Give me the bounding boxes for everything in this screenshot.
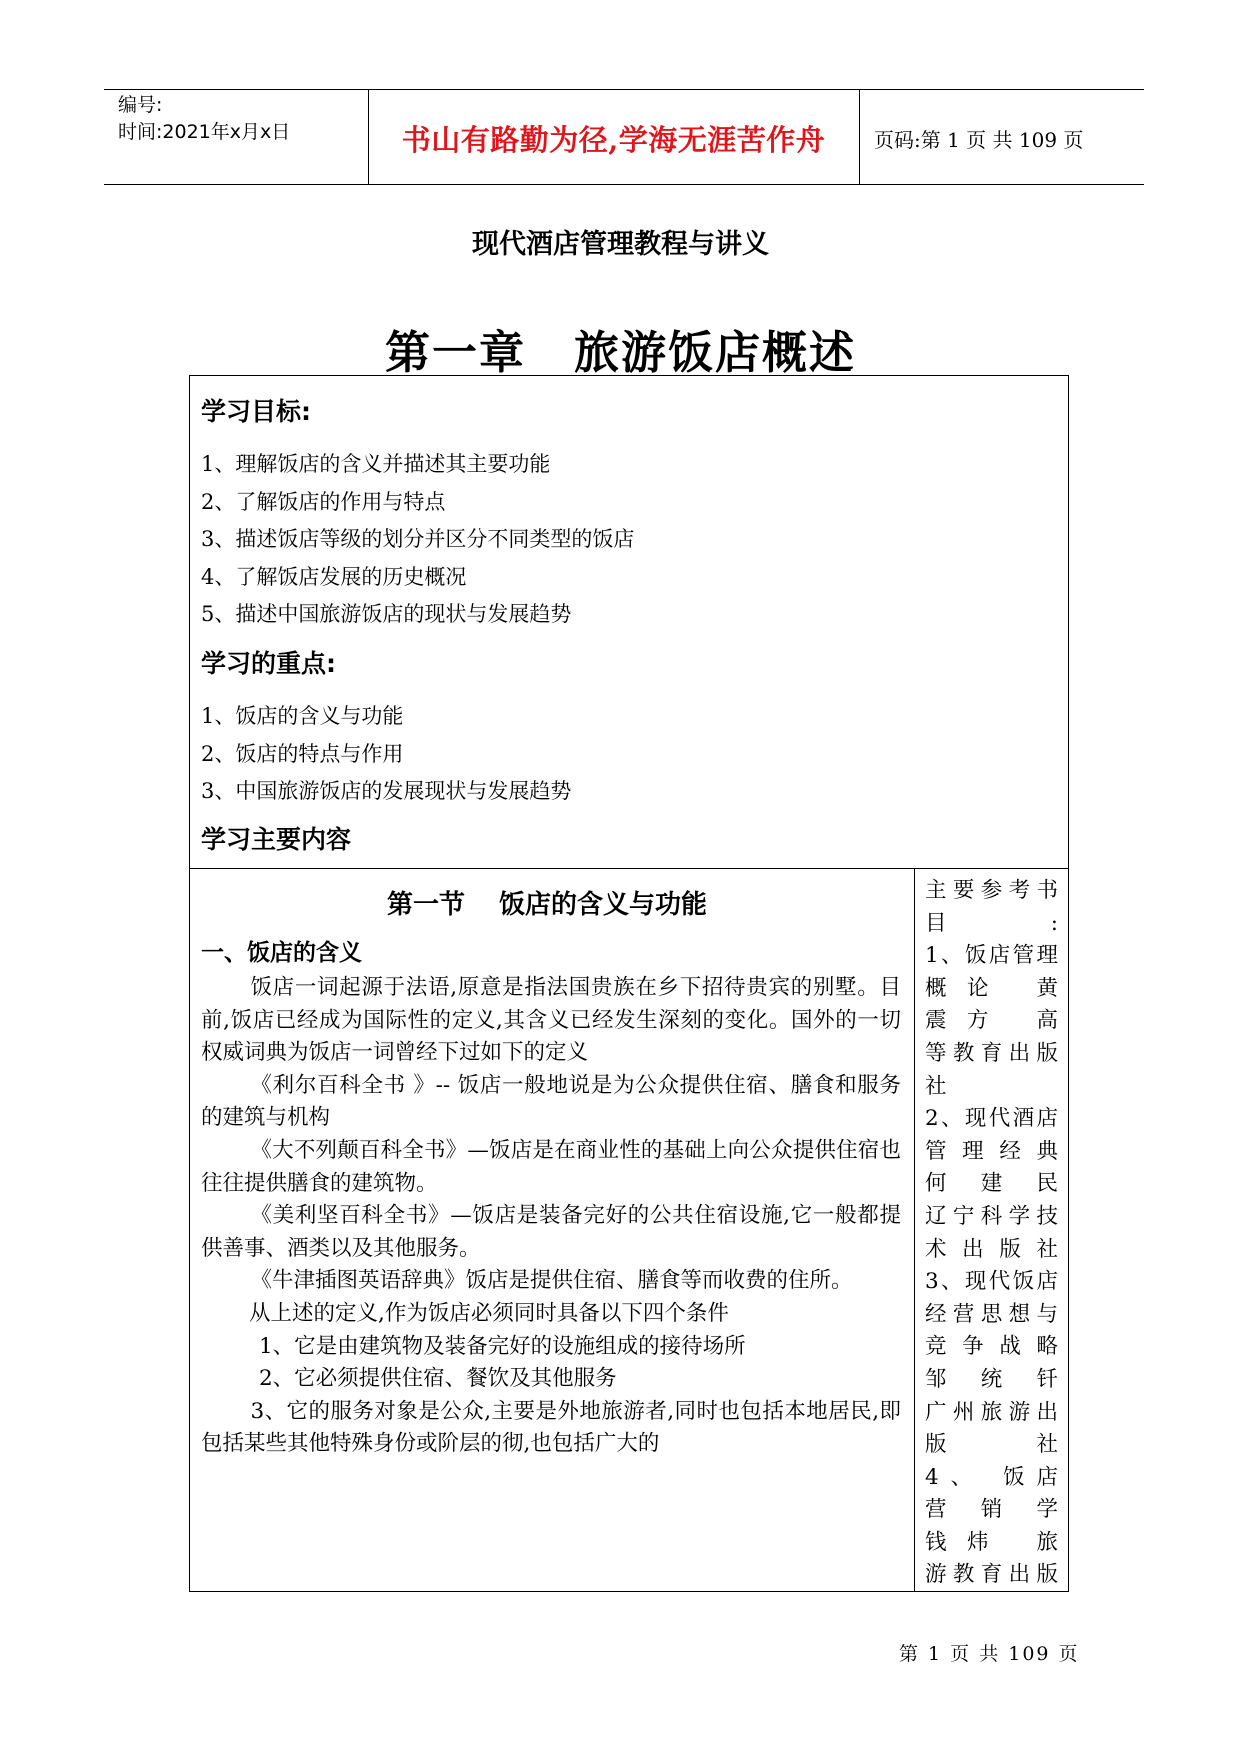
objective-item: 3、描述饭店等级的划分并区分不同类型的饭店: [201, 527, 635, 551]
reference-line: 震方 高: [925, 1008, 1058, 1034]
keypoints-heading: 学习的重点:: [201, 649, 336, 678]
reference-line: 术出版社: [925, 1236, 1058, 1262]
header-meta: [118, 92, 290, 146]
paragraph: 饭店一词起源于法语,原意是指法国贵族在乡下招待贵宾的别墅。目前,饭店已经成为国际性的定义,其含义已经发生深刻的变化。国外的一切权威词典为饭店一词曾经下过如下的定义: [201, 975, 901, 1066]
reference-line: 1、饭店管理: [925, 943, 1058, 969]
reference-line: 社: [925, 1073, 947, 1099]
section-name: 饭店的含义与功能: [499, 890, 708, 920]
keypoint-item: 1、饭店的含义与功能: [201, 704, 404, 728]
condition-item: 3、它的服务对象是公众,主要是外地旅游者,同时也包括本地居民,即包括某些其他特殊身份或阶层的彻,也包括广大的: [201, 1398, 901, 1457]
keypoint-item: 3、中国旅游饭店的发展现状与发展趋势: [201, 779, 572, 803]
condition-item: 2、它必须提供住宿、餐饮及其他服务: [259, 1366, 617, 1392]
header-page-number: 页码:第 1 页 共 109 页: [874, 128, 1084, 152]
paragraph: 《大不列颠百科全书》—饭店是在商业性的基础上向公众提供住宿也往往提供膳食的建筑物。: [201, 1137, 901, 1196]
column-divider: [914, 868, 915, 1591]
references-column: [925, 875, 1058, 1592]
reference-line: 游教育出版: [925, 1562, 1058, 1588]
paragraph: 《美利坚百科全书》—饭店是装备完好的公共住宿设施,它一般都提供善事、酒类以及其他服务。: [201, 1203, 901, 1261]
reference-line: 管 理 经 典: [925, 1138, 1058, 1164]
section-number: 第一节: [386, 890, 465, 920]
reference-line: 等教育出版: [925, 1040, 1058, 1066]
reference-line: 主要参考书: [925, 878, 1058, 903]
reference-line: 2、现代酒店: [925, 1106, 1058, 1132]
reference-line: 何 建 民: [925, 1171, 1058, 1197]
chapter-title: [0, 316, 1241, 381]
header-divider: [859, 90, 860, 184]
reference-line: 广州旅游出: [925, 1399, 1058, 1425]
objective-item: 4、了解饭店发展的历史概况: [201, 565, 467, 589]
reference-line: 营销学: [925, 1497, 1058, 1523]
time-label: 时间:2021年x月x日: [118, 121, 291, 143]
serial-label: 编号:: [118, 94, 163, 116]
conditions-intro: 从上述的定义,作为饭店必须同时具备以下四个条件: [249, 1300, 729, 1326]
subheading: 一、饭店的含义: [201, 940, 362, 966]
reference-line: 版社: [925, 1432, 1058, 1458]
objectives-heading: 学习目标:: [201, 397, 311, 426]
main-text-column: [201, 884, 901, 1461]
reference-line: 经营思想与: [925, 1301, 1058, 1327]
box-divider: [190, 868, 1068, 869]
reference-line: 邹统钎: [925, 1366, 1058, 1392]
reference-line: 3、现代饭店: [925, 1269, 1058, 1295]
document-title: 现代酒店管理教程与讲义: [472, 229, 769, 260]
condition-item: 1、它是由建筑物及装备完好的设施组成的接待场所: [259, 1333, 746, 1359]
reference-line: 4、 饭店: [925, 1464, 1058, 1490]
paragraph: 《牛津插图英语辞典》饭店是提供住宿、膳食等而收费的住所。: [250, 1268, 853, 1294]
reference-line: 概论 黄: [925, 975, 1058, 1001]
section-title: [193, 884, 901, 934]
reference-line: 钱炜 旅: [925, 1529, 1058, 1555]
paragraph: 《利尔百科全书 》-- 饭店一般地说是为公众提供住宿、膳食和服务的建筑与机构: [201, 1072, 901, 1131]
reference-line: 辽宁科学技: [925, 1203, 1058, 1229]
objective-item: 1、理解饭店的含义并描述其主要功能: [201, 452, 551, 476]
reference-line: 目:: [925, 910, 1058, 936]
content-box: [189, 375, 1069, 1592]
header-bar: [104, 89, 1144, 185]
objective-item: 5、描述中国旅游饭店的现状与发展趋势: [201, 602, 572, 626]
objective-item: 2、了解饭店的作用与特点: [201, 490, 446, 514]
motto: 书山有路勤为径,学海无涯苦作舟: [401, 123, 826, 157]
page-footer: 第 1 页 共 109 页: [899, 1643, 1080, 1665]
main-content-heading: 学习主要内容: [201, 825, 352, 854]
keypoint-item: 2、饭店的特点与作用: [201, 742, 404, 766]
chapter-number: 第一章: [384, 326, 526, 379]
reference-line: 竞 争 战 略: [925, 1334, 1058, 1360]
chapter-name: 旅游饭店概述: [574, 326, 857, 379]
